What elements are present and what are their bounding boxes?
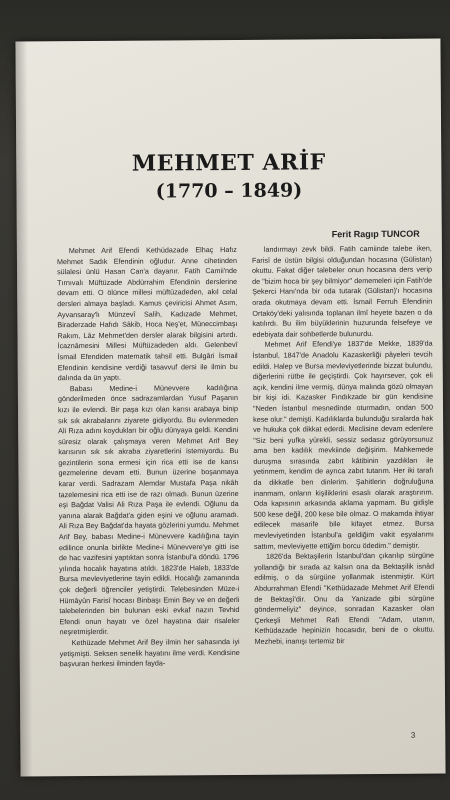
paragraph: landırmayı zevk bildi. Fatih camiinde talebe iken, Farisî de üstün bilgisi olduğundan hocasına (Gülistan) okuttu. Fakat diğer talebeler onun hocasına ders verip de "bizim hoca bir şey bilmiyor" dememeleri için Fatih'de Şekerci Hanı'nda bir oda tutarak (Gülistan)'ı hocasına orada okutmaya devam etti. İsmail Ferruh Efendinin Ortaköy'deki yalısında toplanan ilmî heyete bazen o da katılırdı. Bu ilim büyüklerinin huzurunda felsefeye ve edebiyata dair sohbetlerde bulunurdu. [251, 243, 433, 339]
paragraph: 1826'da Bektaşilerin İstanbul'dan çıkarılıp sürgüne yollandığı bir sırada az kalsın ona da Bektaşilik isnâd edilmiş, o da sürgüne yollanmak istenmiştir. Kürt Abdurrahman Efendi "Kethüdazade Mehmet Arif Efendi de Bektaşî'dir. Onu da Yanizade gibi sürgüne göndermeliyiz" deyince, sonradan Kazasker olan Çerkeşli Mehmet Rafi Efendi "Adam, utanın, Kethüdazade hepinizin hocasıdır, beni de o okuttu. Mezhebi, inanışı tertemiz bir [254, 550, 435, 646]
article-title [16, 149, 441, 204]
left-column [57, 245, 240, 670]
paragraph: Mehmet Arif Efendi Kethüdazade Elhaç Hafız Mehmet Sadık Efendinin oğludur. Anne cihetinden sülalesi ünlü Hasan Can'a dayanır. Fatih Camii'nde Tırnıvalı Müftüzade Abdürrahim Efendinin derslerine devam etti. O ölünce millesi müftüzadeden, akıl celal dersleri almaya başladı. Kamus çeviricisi Ahmet Asım, Ayvansaray'lı Münzevî Salih, Kadızade Mehmet, Biraderzade Hafıdı Sâkib, Hoca Neş'et, Müneccimbaşı Rakım, Lâz Mehmet'den dersler alarak bilgisini artırdı. İcaznâmesini Millesi Müftüzadeden aldı. Gelenbevî İsmail Efendiden matematik tahsil etti. Bulgâri İsmail Efendinin kendisine verdiği tasavvuf dersi ile ilmin bu dalında da ün yaptı. [56, 244, 238, 383]
title-name: MEHMET ARİF [131, 149, 326, 177]
paragraph: Mehmet Arif Efendi'ye 1837'de Mekke, 1839'da İstanbul, 1847'de Anadolu Kazaskerliği pâyeleri tevcih edildi. Halep ve Bursa mevleviyetlerinde bizzat bulundu, diğerlerini rütbe ile geçiştirdi. Çok hayırsever, çok eli açık, kendini ilme vermiş, dünya malında gözü olmayan bir kişi idi. Kazasker Fındıkzade bir gün kendisine "Neden İstanbul mesnedinde oturmadın, ondan 500 kese olur." demişti. Kadılıklarda bulunduğu sıralarda hak ve hukuka çok dikkat ederdi. Meclisine devam edenlere "Siz beni yufka yürekli, sessiz sedasız görüyorsunuz ama ben kadılık mevkiinde değişirim. Mahkemede duruşma sırasında zabıt kâtibinin yazdıkları ile yetinmem, kendim de ayrıca zabıt tutarım. Her iki tarafı da dikkatle ben dinlerim. Şahitlerin doğruluğuna inanmam, onların kişiliklerini esaslı olarak araştırırım. Oda kapısının arkasında aklama yapmam. Bu gidişle 500 kese değil, 200 kese bile olmaz. O makamda ihtiyar edilecek masarife bile kifayet etmez. Bursa mevleviyetinden İstanbul'a geldiğim vakit eşyalarımı sattım, mevleviyette ettiğim borcu ödedim." demiştir. [252, 338, 434, 551]
paragraph: Kethüzade Mehmet Arif Bey ilmin her sahasında iyi yetişmişti. Seksen senelik hayatını ilme verdi. Kendisine başvuran herkesi ilminden fayda- [59, 636, 240, 669]
paragraph: Babası Medine-i Münevvere kadılığına gönderilmeden önce sadrazamlardan Yusuf Paşanın kızı ile evlendi. Bir paşa kızı olan karısı arabaya binip sık sık akrabalarını ziyarete gidiyordu. Bu evlenmeden Ali Rıza adını koydukları bir oğlu dünyaya geldi. Kendini süresiz olarak çalışmaya veren Mehmet Arif Bey karısının sık sık akraba ziyaretlerini istemiyordu. Bu gezintilerin sona ermesi için rica etti ise de karısı gezmelerine devam etti. Bunun üzerine boşanmaya karar verdi. Sadrazam Alemdar Mustafa Paşa nikâh tazelemesini rica etti ise de razı olmadı. Bunun üzerine eşi Bağdat Valisi Ali Rıza Paşa ile evlendi. Oğlunu da yanına alarak Bağdat'a giden eşini ve oğlunu aramadı. Ali Rıza Bey Bağdat'da hayata gözlerini yumdu. Mehmet Arif Bey, babası Medine-i Münevvere kadılığına tayin edilince onunla birlikte Medine-i Münevvere'ye gitti ise de hac vazifesini yaptıktan sonra İstanbul'a döndü. 1796 yılında hocalık hayatına atıldı. 1823'de Haleb, 1833'de Bursa mevleviyetlerine tayin edildi. Hocalığı zamanında çok değerli öğrenciler yetiştirdi. Telebesinden Müze-i Hümâyûn Farisî hocası Binbaşı Emin Bey ve en değerli talebelerinden bin bulunan eski evkaf nazırı Tevhid Efendi onun hayatı ve özel hayatına dair risaleler neşretmişlerdir. [57, 382, 240, 637]
title-years: (1770 – 1849) [155, 179, 303, 203]
page-number: 3 [410, 730, 416, 740]
book-page [15, 39, 445, 777]
right-column [252, 244, 435, 648]
author-name: Ferit Ragıp TUNCOR [331, 228, 420, 240]
